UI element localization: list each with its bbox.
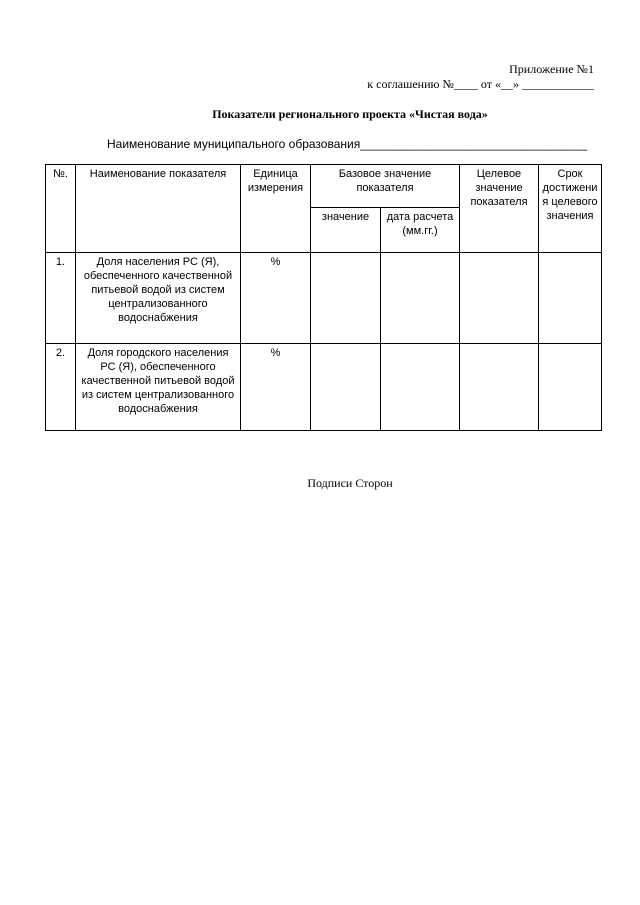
row-indicator-name: Доля населения РС (Я), обеспеченного качественной питьевой водой из систем централизованного водоснабжения bbox=[76, 253, 241, 344]
header-target-value: Целевое значение показателя bbox=[460, 165, 539, 253]
row-base-value bbox=[311, 253, 381, 344]
row-unit: % bbox=[241, 344, 311, 431]
row-base-date bbox=[381, 344, 460, 431]
table-row bbox=[46, 344, 602, 431]
row-deadline bbox=[539, 344, 602, 431]
page-title: Показатели регионального проекта «Чистая вода» bbox=[212, 107, 488, 121]
row-indicator-name: Доля городского населения РС (Я), обеспеченного качественной питьевой водой из систем централизованного водоснабжения bbox=[76, 344, 241, 431]
row-deadline bbox=[539, 253, 602, 344]
header-deadline: Срок достижения целевого значения bbox=[539, 165, 602, 253]
indicators-table bbox=[45, 164, 602, 431]
municipality-field: Наименование муниципального образования__________________________________ bbox=[107, 137, 588, 151]
header-base-value-date: дата расчета (мм.гг.) bbox=[381, 208, 460, 253]
header-base-value-value: значение bbox=[311, 208, 381, 253]
header-base-value: Базовое значение показателя bbox=[311, 165, 460, 208]
row-unit: % bbox=[241, 253, 311, 344]
agreement-reference: к соглашению №____ от «__» ____________ bbox=[367, 77, 594, 91]
row-base-value bbox=[311, 344, 381, 431]
row-base-date bbox=[381, 253, 460, 344]
signatures-label: Подписи Сторон bbox=[307, 476, 393, 490]
header-indicator-name: Наименование показателя bbox=[76, 165, 241, 253]
appendix-label: Приложение №1 bbox=[509, 62, 594, 76]
row-number: 1. bbox=[46, 253, 76, 344]
row-target-value bbox=[460, 253, 539, 344]
header-unit: Единица измерения bbox=[241, 165, 311, 253]
table-row bbox=[46, 253, 602, 344]
row-number: 2. bbox=[46, 344, 76, 431]
table-header-row bbox=[46, 165, 602, 208]
header-number: №. bbox=[46, 165, 76, 253]
row-target-value bbox=[460, 344, 539, 431]
